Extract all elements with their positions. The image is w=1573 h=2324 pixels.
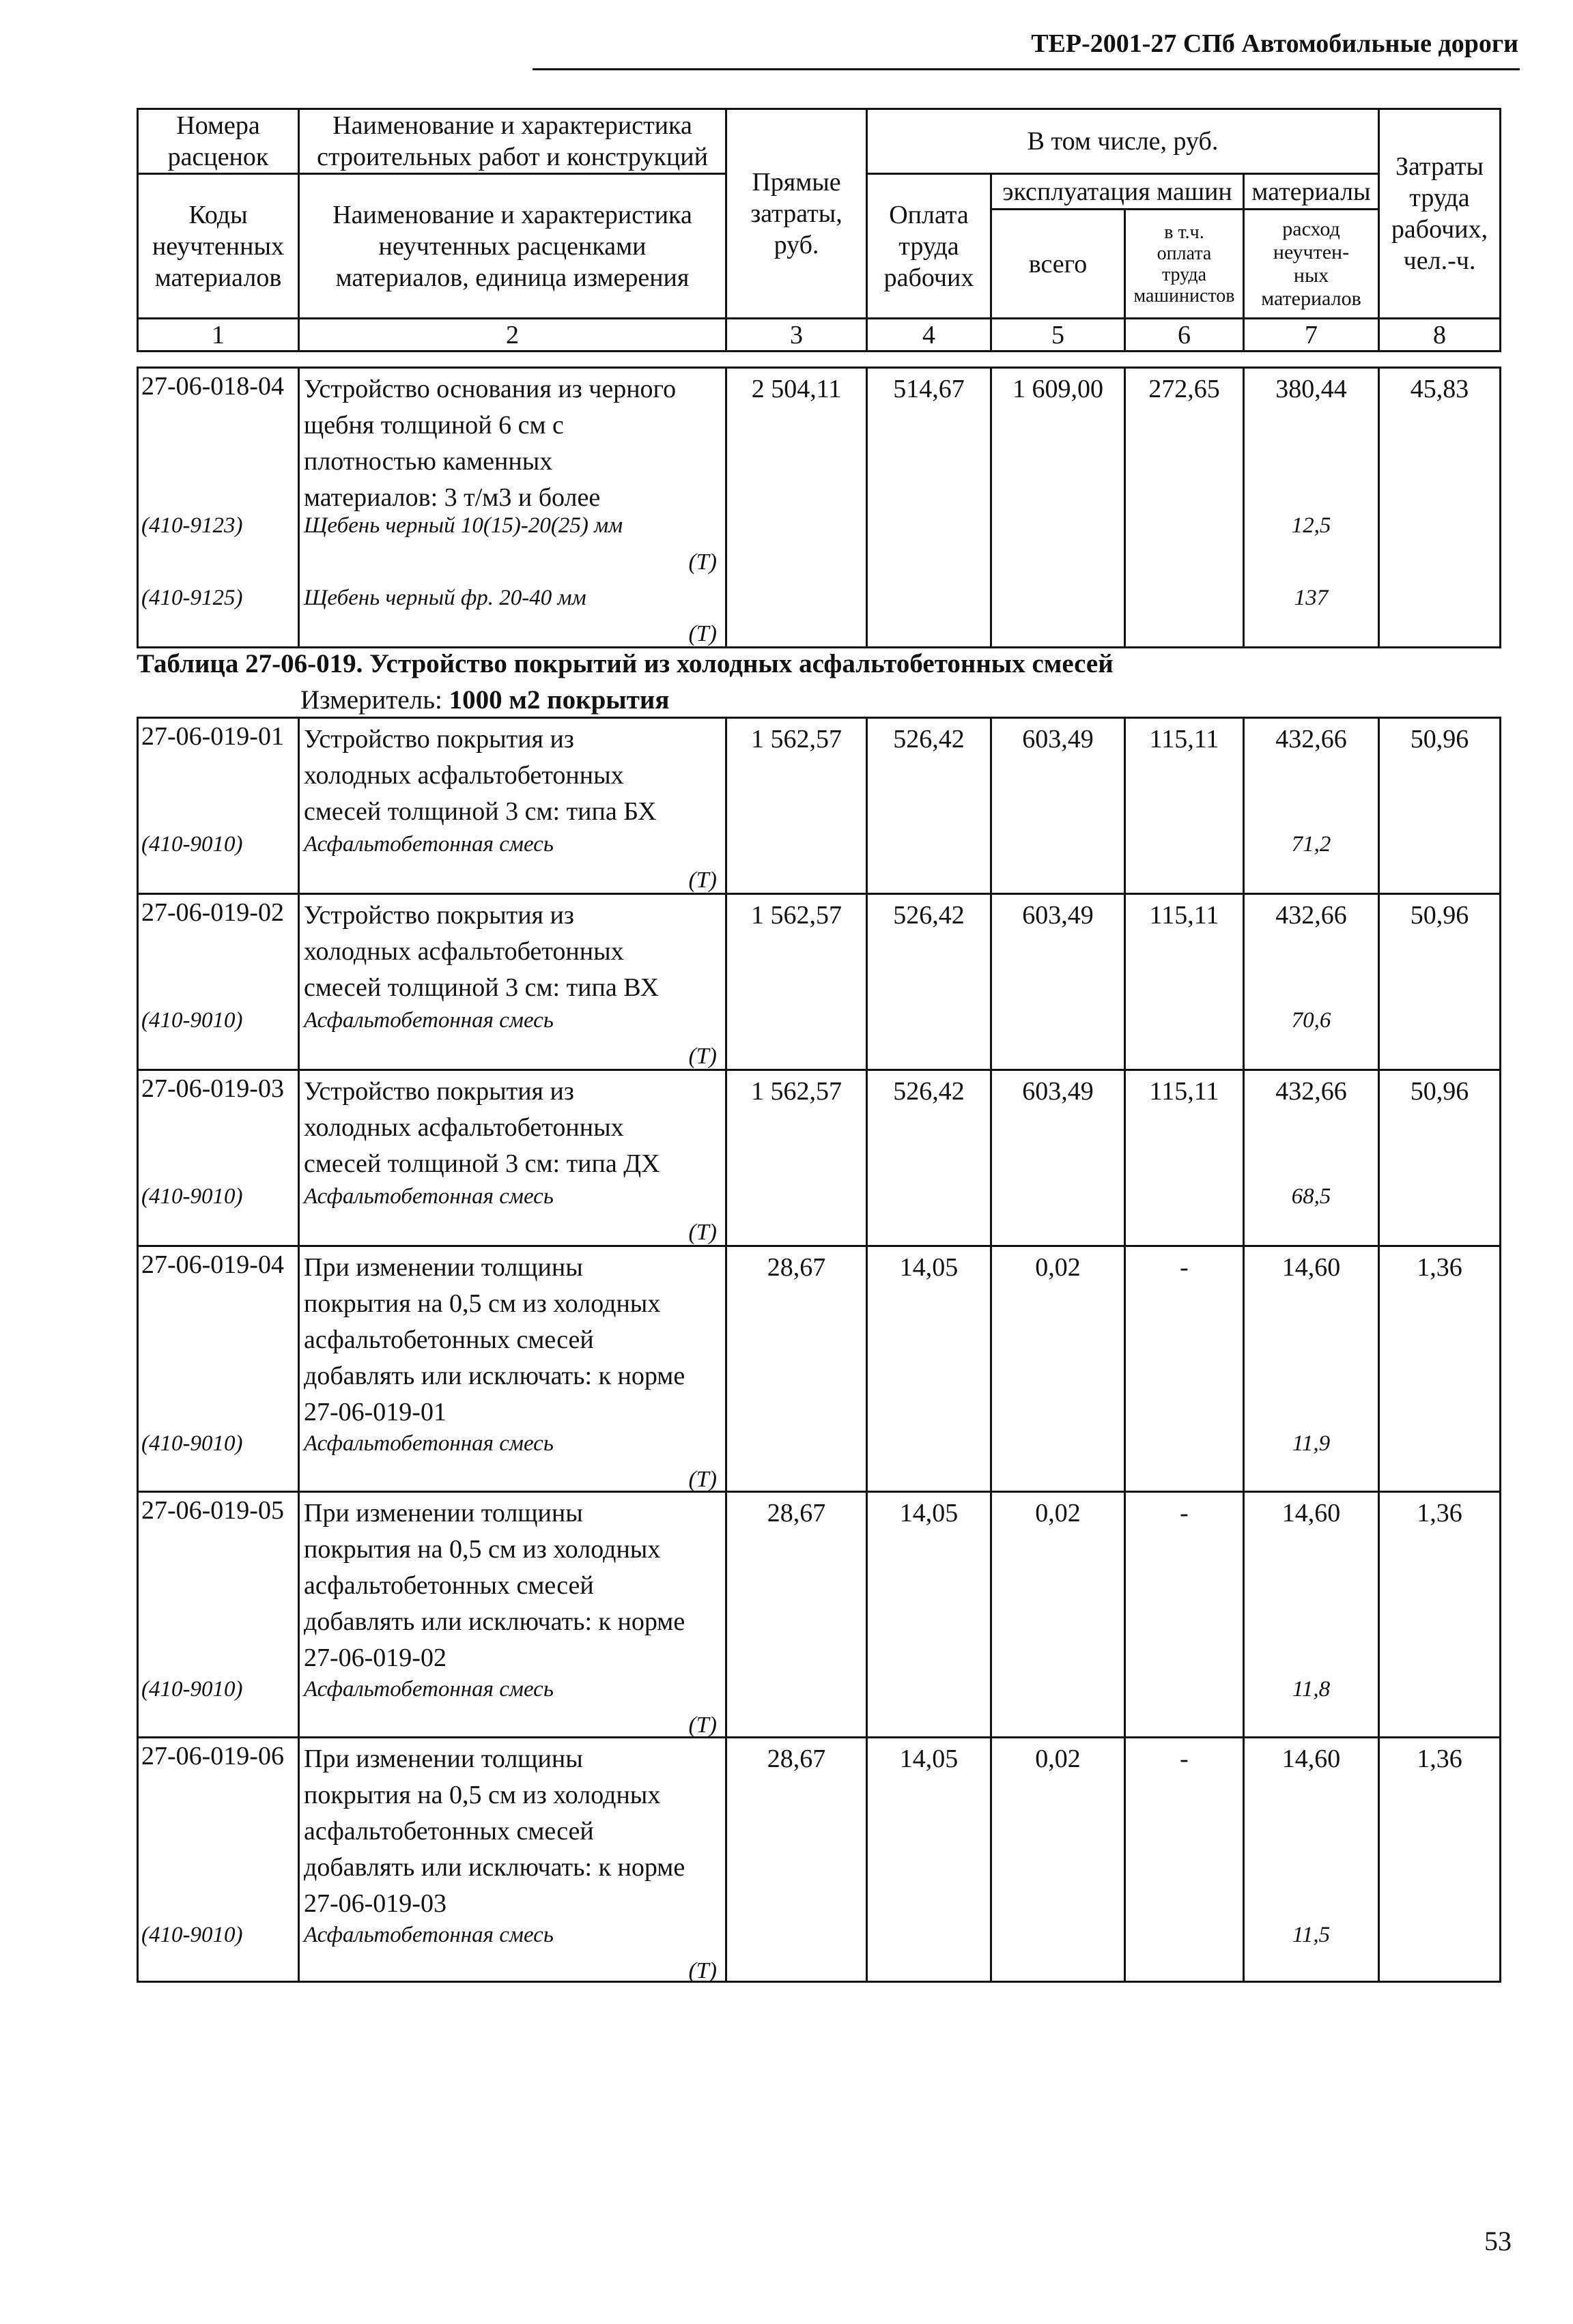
materials-value: 432,66 (1275, 725, 1347, 754)
worker-pay-value: 14,05 (867, 1246, 991, 1492)
rate-code: 27-06-019-01 (141, 722, 284, 751)
rate-description: Устройство основания из черного щебня толщиной 6 см с плотностью каменных материалов: 3 т/м3 и более (304, 375, 677, 512)
rate-code: 27-06-018-04 (141, 372, 284, 401)
column-number: 5 (991, 319, 1125, 352)
material-consumption: 12,5 (1291, 513, 1331, 538)
table-title: Таблица 27-06-019. Устройство покрытий из холодных асфальтобетонных смесей (137, 649, 1114, 678)
material-code: (410-9010) (141, 1008, 243, 1033)
page-header (0, 0, 1573, 68)
worker-pay-value: 526,42 (867, 718, 991, 894)
table-measure: Измеритель: 1000 м2 покрытия (300, 685, 670, 715)
labor-hours-value: 50,96 (1379, 1070, 1501, 1246)
materials-value: 432,66 (1275, 1077, 1347, 1106)
machinist-pay-value: 272,65 (1125, 368, 1244, 648)
header-machines-total: всего (991, 210, 1125, 319)
worker-pay-value: 526,42 (867, 1070, 991, 1246)
labor-hours-value: 50,96 (1379, 894, 1501, 1070)
unit-mark: (Т) (688, 1044, 717, 1069)
machines-total-value: 603,49 (991, 718, 1125, 894)
rate-description: Устройство покрытия из холодных асфальтобетонных смесей толщиной 3 см: типа ВХ (304, 901, 660, 1002)
unit-mark: (Т) (688, 867, 717, 893)
machines-total-value: 0,02 (991, 1738, 1125, 1982)
document-title: ТЕР-2001-27 СПб Автомобильные дороги (1031, 29, 1518, 58)
rate-description: Устройство покрытия из холодных асфальтобетонных смесей толщиной 3 см: типа БХ (304, 725, 657, 826)
material-code: (410-9123) (141, 513, 243, 538)
worker-pay-value: 514,67 (867, 368, 991, 648)
header-work-name: Наименование и характеристика строительных работ и конструкций (299, 109, 726, 174)
unit-mark: (Т) (688, 1712, 717, 1738)
labor-hours-value: 50,96 (1379, 718, 1501, 894)
column-number: 2 (299, 319, 726, 352)
material-code: (410-9010) (141, 1923, 243, 1947)
header-labor-hours: Затраты труда рабочих, чел.-ч. (1379, 109, 1501, 319)
materials-value: 14,60 (1281, 1253, 1341, 1282)
header-rule (533, 68, 1520, 70)
material-consumption: 137 (1294, 586, 1329, 610)
table-row (138, 1738, 1501, 1982)
material-name: Асфальтобетонная смесь (304, 1431, 554, 1456)
header-unaccounted-materials: расход неучтен- ных материалов (1244, 210, 1379, 319)
materials-value: 432,66 (1275, 901, 1347, 930)
material-consumption: 11,5 (1292, 1923, 1331, 1947)
material-code: (410-9010) (141, 1184, 243, 1209)
machines-total-value: 603,49 (991, 894, 1125, 1070)
machinist-pay-value: - (1125, 1738, 1244, 1982)
column-number: 8 (1379, 319, 1501, 352)
header-direct-costs: Прямые затраты, руб. (726, 109, 867, 319)
column-number: 6 (1125, 319, 1244, 352)
material-consumption: 71,2 (1291, 832, 1331, 857)
material-name: Асфальтобетонная смесь (304, 1923, 554, 1947)
machinist-pay-value: 115,11 (1125, 894, 1244, 1070)
labor-hours-value: 45,83 (1379, 368, 1501, 648)
machines-total-value: 0,02 (991, 1246, 1125, 1492)
material-name: Щебень черный фр. 20-40 мм (304, 586, 586, 610)
column-header-table (137, 108, 1501, 352)
column-number: 4 (867, 319, 991, 352)
machinist-pay-value: - (1125, 1492, 1244, 1738)
machinist-pay-value: - (1125, 1246, 1244, 1492)
rate-description: При изменении толщины покрытия на 0,5 см из холодных асфальтобетонных смесей добавлять или исключать: к норме 27-06-019-01 (304, 1253, 685, 1426)
column-number: 1 (138, 319, 299, 352)
material-code: (410-9010) (141, 832, 243, 857)
machines-total-value: 1 609,00 (991, 368, 1125, 648)
rates-table-018 (137, 367, 1501, 648)
rate-code: 27-06-019-06 (141, 1742, 284, 1770)
rate-code: 27-06-019-02 (141, 898, 284, 927)
materials-value: 14,60 (1281, 1499, 1341, 1527)
column-number: 7 (1244, 319, 1379, 352)
worker-pay-value: 14,05 (867, 1738, 991, 1982)
machinist-pay-value: 115,11 (1125, 718, 1244, 894)
rate-description: При изменении толщины покрытия на 0,5 см из холодных асфальтобетонных смесей добавлять или исключать: к норме 27-06-019-02 (304, 1499, 685, 1672)
material-name: Асфальтобетонная смесь (304, 1008, 554, 1033)
material-consumption: 11,8 (1292, 1677, 1331, 1702)
table-row (138, 1070, 1501, 1246)
material-name: Асфальтобетонная смесь (304, 1184, 554, 1209)
material-consumption: 68,5 (1291, 1184, 1331, 1209)
table-row (138, 368, 1501, 648)
material-consumption: 11,9 (1292, 1431, 1331, 1456)
table-row (138, 718, 1501, 894)
direct-costs-value: 1 562,57 (726, 718, 867, 894)
unit-mark: (Т) (688, 1467, 717, 1492)
materials-value: 14,60 (1281, 1745, 1341, 1773)
machinist-pay-value: 115,11 (1125, 1070, 1244, 1246)
table-row (138, 1246, 1501, 1492)
direct-costs-value: 28,67 (726, 1246, 867, 1492)
column-number: 3 (726, 319, 867, 352)
header-including-group: В том числе, руб. (867, 109, 1379, 174)
unit-mark: (Т) (688, 621, 717, 646)
unit-mark: (Т) (688, 1958, 717, 1983)
direct-costs-value: 1 562,57 (726, 894, 867, 1070)
material-consumption: 70,6 (1291, 1008, 1331, 1033)
materials-value: 380,44 (1275, 375, 1347, 403)
header-machinist-pay: в т.ч. оплата труда машинистов (1125, 210, 1244, 319)
rates-table-019 (137, 717, 1501, 1983)
unit-mark: (Т) (688, 1220, 717, 1245)
header-material-names: Наименование и характеристика неучтенных расценками материалов, единица измерения (299, 174, 726, 319)
machines-total-value: 0,02 (991, 1492, 1125, 1738)
rate-description: Устройство покрытия из холодных асфальтобетонных смесей толщиной 3 см: типа ДХ (304, 1077, 660, 1178)
worker-pay-value: 526,42 (867, 894, 991, 1070)
rate-code: 27-06-019-04 (141, 1250, 284, 1279)
header-machines-group: эксплуатация машин (991, 174, 1244, 210)
material-name: Асфальтобетонная смесь (304, 1677, 554, 1702)
material-code: (410-9010) (141, 1677, 243, 1702)
labor-hours-value: 1,36 (1379, 1492, 1501, 1738)
material-name: Асфальтобетонная смесь (304, 832, 554, 857)
rate-code: 27-06-019-05 (141, 1496, 284, 1525)
direct-costs-value: 28,67 (726, 1492, 867, 1738)
direct-costs-value: 1 562,57 (726, 1070, 867, 1246)
table-row (138, 1492, 1501, 1738)
machines-total-value: 603,49 (991, 1070, 1125, 1246)
header-materials-group: материалы (1244, 174, 1379, 210)
rate-code: 27-06-019-03 (141, 1074, 284, 1103)
rate-description: При изменении толщины покрытия на 0,5 см из холодных асфальтобетонных смесей добавлять или исключать: к норме 27-06-019-03 (304, 1745, 685, 1918)
material-code: (410-9010) (141, 1431, 243, 1456)
unit-mark: (Т) (688, 549, 717, 575)
labor-hours-value: 1,36 (1379, 1738, 1501, 1982)
header-material-codes: Коды неучтенных материалов (138, 174, 299, 319)
page-number: 53 (1484, 2226, 1512, 2256)
header-rate-numbers: Номера расценок (138, 109, 299, 174)
direct-costs-value: 28,67 (726, 1738, 867, 1982)
labor-hours-value: 1,36 (1379, 1246, 1501, 1492)
material-name: Щебень черный 10(15)-20(25) мм (304, 513, 623, 538)
worker-pay-value: 14,05 (867, 1492, 991, 1738)
material-code: (410-9125) (141, 586, 243, 610)
header-worker-pay: Оплата труда рабочих (867, 174, 991, 319)
direct-costs-value: 2 504,11 (726, 368, 867, 648)
table-row (138, 894, 1501, 1070)
